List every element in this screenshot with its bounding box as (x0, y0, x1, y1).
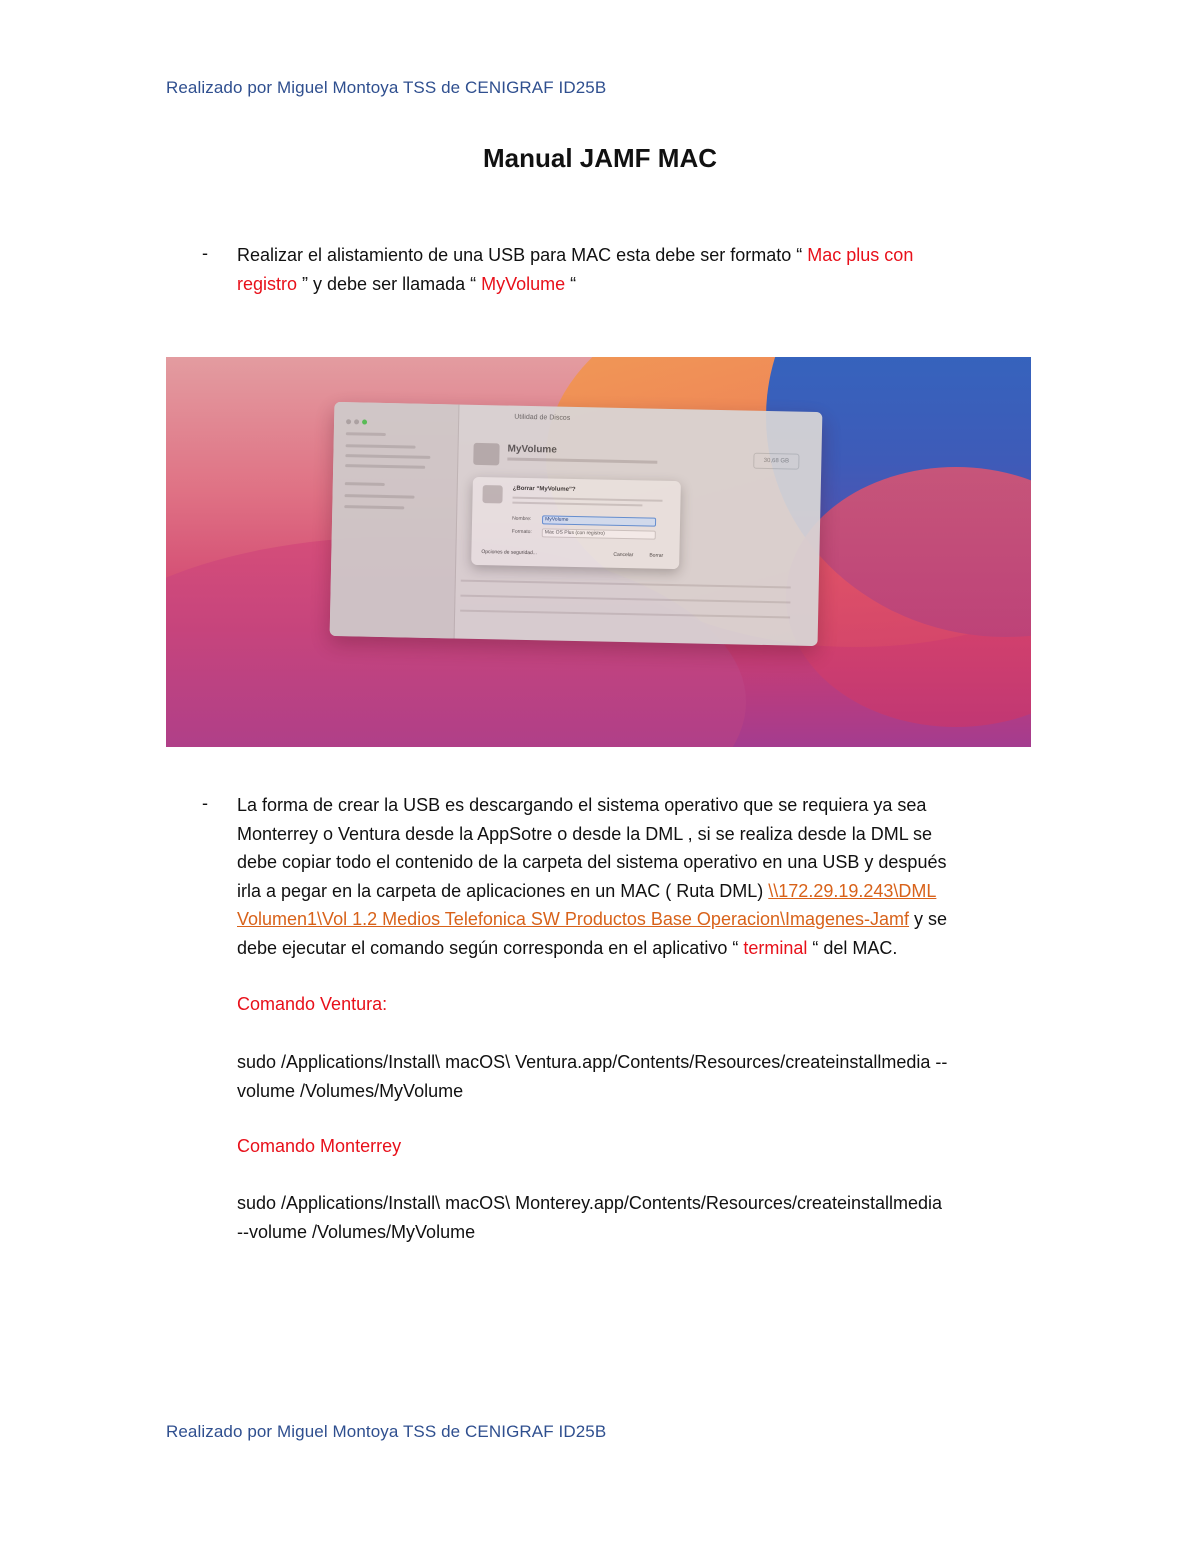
name-field[interactable]: MyVolume (542, 515, 656, 526)
bullet2-line-4: irla a pegar en la carpeta de aplicaciones en un MAC ( Ruta DML) \\172.29.19.243\DML (237, 880, 937, 901)
drive-icon (473, 443, 499, 466)
bullet-dash-2: - (202, 793, 208, 813)
window-controls (346, 411, 370, 429)
terminal-highlight: terminal (743, 937, 808, 958)
volume-subtitle (507, 458, 657, 464)
bullet2-line-3: debe copiar todo el contenido de la carpeta del sistema operativo en una USB y después (237, 852, 947, 872)
dialog-title: ¿Borrar “MyVolume”? (512, 485, 576, 493)
format-select[interactable]: Mac OS Plus (con registro) (542, 528, 656, 539)
document-title: Manual JAMF MAC (483, 143, 717, 173)
format-name-highlight: Mac plus con (807, 245, 914, 265)
bullet2-line-2: Monterrey o Ventura desde la AppSotre o desde la DML , si se realiza desde la DML se (237, 823, 933, 844)
volume-name: MyVolume (507, 443, 557, 456)
ventura-command-line-1: sudo /Applications/Install\ macOS\ Ventura.app/Contents/Resources/createinstallmedia -- (237, 1052, 948, 1072)
monterrey-command (237, 1189, 1047, 1246)
monterrey-command-line-1: sudo /Applications/Install\ macOS\ Monterey.app/Contents/Resources/createinstallmedia (237, 1193, 943, 1213)
window-title: Utilidad de Discos (514, 413, 571, 422)
drive-icon (482, 485, 502, 503)
cancel-button[interactable]: Cancelar (613, 551, 634, 559)
ventura-command-line-2: volume /Volumes/MyVolume (237, 1080, 464, 1101)
erase-button[interactable]: Borrar (649, 552, 664, 559)
bullet-dash-1: - (202, 243, 208, 263)
monterrey-command-line-2: --volume /Volumes/MyVolume (237, 1221, 476, 1242)
bullet-paragraph-2 (237, 791, 1037, 962)
dml-path-link-cont[interactable]: Volumen1\Vol 1.2 Medios Telefonica SW Productos Base Operacion\Imagenes-Jamf (237, 909, 910, 929)
bullet2-line-6: debe ejecutar el comando según corresponda en el aplicativo “ terminal “ del MAC. (237, 937, 898, 958)
format-label: Formato: (511, 528, 532, 536)
dml-path-link[interactable]: \\172.29.19.243\DML (768, 880, 937, 901)
page-header: Realizado por Miguel Montoya TSS de CENIGRAF ID25B (166, 78, 607, 97)
bullet2-line-1: La forma de crear la USB es descargando el sistema operativo que se requiera ya sea (237, 795, 927, 815)
volume-name-highlight: MyVolume (481, 273, 566, 294)
bullet2-line-5: Volumen1\Vol 1.2 Medios Telefonica SW Productos Base Operacion\Imagenes-Jamf y se (237, 909, 948, 929)
format-name-highlight-cont: registro (237, 273, 298, 294)
window-sidebar (330, 402, 460, 639)
bullet1-line-1: Realizar el alistamiento de una USB para MAC esta debe ser formato “ Mac plus con (237, 245, 914, 265)
security-options-button[interactable]: Opciones de seguridad... (481, 549, 538, 557)
bullet1-line-2: registro ” y debe ser llamada “ MyVolume “ (237, 273, 577, 294)
ventura-heading: Comando Ventura: (237, 994, 388, 1014)
bullet-paragraph-1 (237, 241, 1037, 298)
erase-dialog (471, 477, 681, 569)
monterrey-heading: Comando Monterrey (237, 1136, 402, 1156)
disk-utility-window (330, 402, 823, 646)
page-footer: Realizado por Miguel Montoya TSS de CENIGRAF ID25B (166, 1422, 607, 1441)
disk-utility-photo (166, 357, 1031, 747)
name-label: Nombre: (512, 515, 532, 523)
volume-size: 30,68 GB (753, 453, 799, 470)
ventura-command (237, 1048, 1047, 1105)
